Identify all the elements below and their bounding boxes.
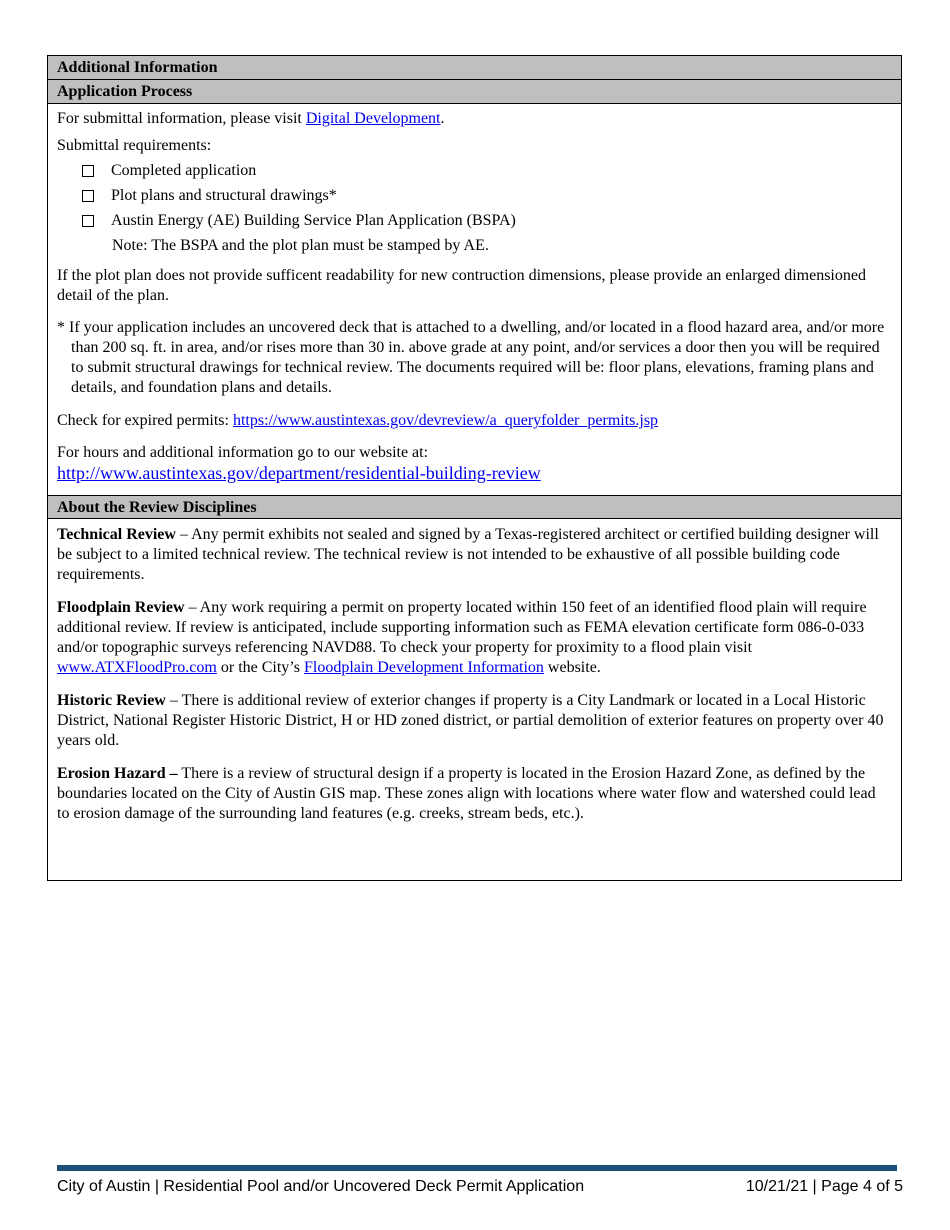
floodplain-review-title: Floodplain Review [57,599,185,616]
footer-title: City of Austin | Residential Pool and/or Uncovered Deck Permit Application [57,1178,585,1195]
erosion-hazard-title: Erosion Hazard – [57,765,178,782]
floodplain-development-link[interactable]: Floodplain Development Information [303,659,544,676]
section-header-review-disciplines: About the Review Disciplines [48,495,901,519]
page-footer [57,1178,903,1196]
checkbox-plot-plans[interactable] [82,190,94,202]
requirement-item: Austin Energy (AE) Building Service Plan Application (BSPA) [57,208,892,233]
submittal-info: For submittal information, please visit Digital Development. [57,110,445,127]
technical-review: Technical Review – Any permit exhibits not sealed and signed by a Texas-registered architect or certified building designer will be subject to a limited technical review. The technical review is not intended to be exhaustive of all possible building code requirements. [57,526,879,583]
bspa-note: Note: The BSPA and the plot plan must be stamped by AE. [112,237,489,254]
section-header-additional-info: Additional Information [48,56,901,80]
historic-review: Historic Review – There is additional review of exterior changes if property is a City Landmark or located in a Local Historic District, National Register Historic District, H or HD zoned district, or partial demolition of exterior features on property over 40 years old. [57,692,884,749]
requirement-item: Plot plans and structural drawings* [57,183,892,208]
plot-plan-text: If the plot plan does not provide sufficent readability for new contruction dimensions, please provide an enlarged dimensioned detail of the plan. [57,267,866,304]
page-number: 10/21/21 | Page 4 of 5 [745,1178,903,1195]
expired-permits: Check for expired permits: https://www.austintexas.gov/devreview/a_queryfolder_permits.jsp [57,412,659,429]
residential-review-link[interactable]: http://www.austintexas.gov/department/residential-building-review [57,463,541,483]
review-disciplines-body [48,519,901,824]
checkbox-completed-application[interactable] [82,165,94,177]
form-frame [47,55,902,881]
footer-divider [57,1165,897,1171]
historic-review-title: Historic Review [57,692,166,709]
erosion-hazard: Erosion Hazard – There is a review of structural design if a property is located in the Erosion Hazard Zone, as defined by the boundaries located on the City of Austin GIS map. These zones align with locations where water flow and watershed could lead to erosion damage of the surrounding land features (e.g. creeks, stream beds, etc.). [57,765,876,822]
requirement-item: Completed application [57,158,892,183]
atxfloodpro-link[interactable]: www.ATXFloodPro.com [57,659,217,676]
section-header-application-process: Application Process [48,80,901,104]
digital-development-link[interactable]: Digital Development [305,110,441,127]
expired-permits-link[interactable]: https://www.austintexas.gov/devreview/a_queryfolder_permits.jsp [232,412,659,429]
requirements-label: Submittal requirements: [57,137,212,154]
deck-requirements-text: * If your application includes an uncovered deck that is attached to a dwelling, and/or located in a flood hazard area, and/or more than 200 sq. ft. in area, and/or rises more than 30 in. above grade at any point, and/or services a door then you will be required to submit structural drawings for technical review. The documents required will be: floor plans, elevations, framing plans and details, and foundation plans and details. [57,319,885,396]
floodplain-review: Floodplain Review – Any work requiring a permit on property located within 150 feet of an identified flood plain will require additional review. If review is anticipated, include supporting information such as FEMA elevation certificate form 086-0-033 and/or topographic surveys referencing NAVD88. To check your property for proximity to a flood plain visit www.ATXFloodPro.com or the City’s Floodplain Development Information website. [57,599,867,676]
hours-text: For hours and additional information go to our website at: [57,444,429,461]
application-process-body [48,104,901,485]
technical-review-title: Technical Review [57,526,176,543]
checkbox-bspa[interactable] [82,215,94,227]
